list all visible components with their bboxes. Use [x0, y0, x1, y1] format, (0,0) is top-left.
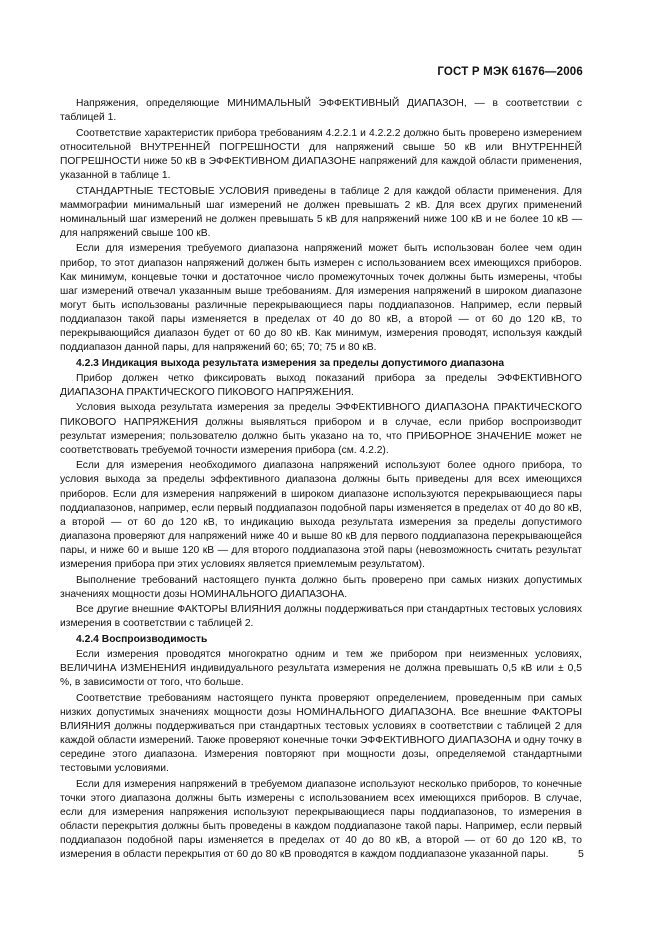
document-body	[60, 97, 582, 864]
section-heading: 4.2.3 Индикация выхода результата измерения за пределы допустимого диапазона	[76, 357, 505, 369]
paragraph: Соответствие требованиям настоящего пункта проверяют определением, проведенным при самых низких допустимых значениях мощности дозы НОМИНАЛЬНОГО ДИАПАЗОНА. Все внешние ФАКТОРЫ ВЛИЯНИЯ должны поддерживаться при стандартных тестовых условиях в соответствии с таблицей 2 для каждой области измерений. Также проверяют конечные точки ЭФФЕКТИВНОГО ДИАПАЗОНА и одну точку в середине этого диапазона. Измерения повторяют при мощности дозы, определяемой стандартными тестовыми условиями.	[60, 692, 582, 775]
document-id-header: ГОСТ Р МЭК 61676—2006	[437, 66, 583, 78]
page-number: 5	[578, 848, 584, 860]
paragraph: Напряжения, определяющие МИНИМАЛЬНЫЙ ЭФФЕКТИВНЫЙ ДИАПАЗОН, — в соответствии с таблицей 1.	[60, 98, 582, 124]
paragraph: Если для измерения напряжений в требуемом диапазоне используют несколько приборов, то конечные точки этого диапазона должны быть измерены с использованием всех имеющихся приборов. В случае, если для измерения напряжения используют перекрывающиеся пары поддиапазонов, то измерения в области перекрытия должны быть проведены в каждом поддиапазоне такой пары. Например, если первый поддиапазон подобной пары изменяется в пределах от 40 до 80 кВ, а второй — от 60 до 120 кВ, то измерения в области перекрытия от 60 до 80 кВ проводятся в каждом поддиапазоне указанной пары.	[60, 778, 582, 861]
paragraph: Если для измерения требуемого диапазона напряжений может быть использован более чем один прибор, то этот диапазон напряжений должен быть измерен с использованием всех имеющихся приборов. Как минимум, концевые точки и достаточное число промежуточных точек должны быть измерены, чтобы шаг измерений отвечал указанным выше требованиям. Для измерения напряжений в широком диапазоне могут быть использованы различные перекрывающиеся пары поддиапазонов. Например, если первый поддиапазон такой пары изменяется в пределах от 40 до 80 кВ, а второй — от 60 до 120 кВ, то перекрывающийся диапазон будет от 60 до 80 кВ. Как минимум, измерения проводят, используя каждый поддиапазон данной пары, для напряжений 60; 65; 70; 75 и 80 кВ.	[60, 243, 582, 354]
paragraph: Если для измерения необходимого диапазона напряжений используют более одного прибора, то условия выхода за пределы эффективного диапазона должны быть приведены для всех имеющихся приборов. Если для измерения напряжений в широком диапазоне используются перекрывающиеся пары поддиапазонов, например, если первый поддиапазон подобной пары изменяется в пределах от 40 до 80 кВ, а второй — от 60 до 120 кВ, то индикацию выхода результата измерения за пределы допустимого диапазона проверяют для напряжений ниже 40 и выше 80 кВ для первого поддиапазона перекрывающейся пары, и ниже 60 и выше 120 кВ — для второго поддиапазона этой пары (невозможность считать результат измерения прибора при этих условиях является приемлемым результатом).	[60, 460, 582, 570]
section-heading: 4.2.4 Воспроизводимость	[76, 633, 208, 645]
paragraph: Выполнение требований настоящего пункта должно быть проверено при самых низких допустимых значениях мощности дозы НОМИНАЛЬНОГО ДИАПАЗОНА.	[60, 574, 582, 600]
paragraph: Соответствие характеристик прибора требованиям 4.2.2.1 и 4.2.2.2 должно быть проверено измерением относительной ВНУТРЕННЕЙ ПОГРЕШНОСТИ для напряжений свыше 50 кВ или ВНУТРЕННЕЙ ПОГРЕШНОСТИ ниже 50 кВ в ЭФФЕКТИВНОМ ДИАПАЗОНЕ напряжений для каждой области применения, указанной в таблице 1.	[60, 127, 582, 181]
paragraph: Прибор должен четко фиксировать выход показаний прибора за пределы ЭФФЕКТИВНОГО ДИАПАЗОНА ПРАКТИЧЕСКОГО ПИКОВОГО НАПРЯЖЕНИЯ.	[60, 372, 582, 398]
paragraph: Все другие внешние ФАКТОРЫ ВЛИЯНИЯ должны поддерживаться при стандартных тестовых условиях измерения в соответствии с таблицей 2.	[60, 604, 582, 630]
paragraph: СТАНДАРТНЫЕ ТЕСТОВЫЕ УСЛОВИЯ приведены в таблице 2 для каждой области применения. Для маммографии минимальный шаг измерений не должен превышать 2 кВ. Для всех других применений номинальный шаг измерений не должен превышать 5 кВ для напряжений ниже 100 кВ и не более 10 кВ — для напряжений свыше 100 кВ.	[60, 185, 582, 239]
paragraph: Если измерения проводятся многократно одним и тем же прибором при неизменных условиях, ВЕЛИЧИНА ИЗМЕНЕНИЯ индивидуального результата измерения не должна превышать 0,5 кВ или ± 0,5 %, в зависимости от того, что больше.	[60, 649, 582, 689]
paragraph: Условия выхода результата измерения за пределы ЭФФЕКТИВНОГО ДИАПАЗОНА ПРАКТИЧЕСКОГО ПИКОВОГО НАПРЯЖЕНИЯ должны выявляться прибором и в случае, если прибор воспроизводит результат измерения; пользователю должно быть указано на то, что ПРИБОРНОЕ ЗНАЧЕНИЕ может не соответствовать требуемой точности измерения прибора (см. 4.2.2).	[60, 402, 582, 456]
